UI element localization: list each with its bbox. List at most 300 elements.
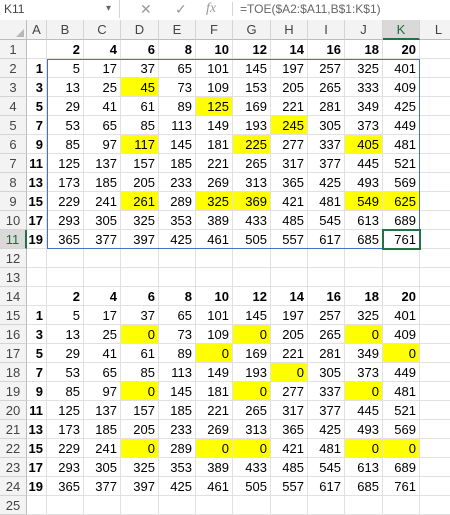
cell-f8[interactable]: 269 [196, 173, 233, 192]
cell-k23[interactable]: 689 [383, 458, 420, 477]
cell-j20[interactable]: 445 [345, 401, 383, 420]
cell-h7[interactable]: 317 [271, 154, 308, 173]
cell-e14[interactable]: 8 [159, 287, 196, 306]
cell-d21[interactable]: 205 [121, 420, 159, 439]
cell-d25[interactable] [121, 496, 159, 515]
name-box[interactable] [0, 0, 120, 18]
cell-c2[interactable]: 17 [84, 59, 121, 78]
cell-k5[interactable]: 449 [383, 116, 420, 135]
cell-f11[interactable]: 461 [196, 230, 233, 249]
cell-i12[interactable] [308, 249, 345, 268]
cell-d10[interactable]: 325 [121, 211, 159, 230]
cell-f18[interactable]: 149 [196, 363, 233, 382]
cell-a18[interactable]: 7 [27, 363, 47, 382]
cell-k20[interactable]: 521 [383, 401, 420, 420]
row-header-23[interactable]: 23 [0, 458, 27, 477]
cell-l22[interactable] [420, 439, 450, 458]
cell-b25[interactable] [47, 496, 84, 515]
cell-g23[interactable]: 433 [233, 458, 271, 477]
cell-e2[interactable]: 65 [159, 59, 196, 78]
cell-f10[interactable]: 389 [196, 211, 233, 230]
cell-h24[interactable]: 557 [271, 477, 308, 496]
row-header-9[interactable]: 9 [0, 192, 27, 211]
cell-b2[interactable]: 5 [47, 59, 84, 78]
cell-e24[interactable]: 425 [159, 477, 196, 496]
cell-i16[interactable]: 265 [308, 325, 345, 344]
cancel-icon[interactable]: ✕ [140, 1, 152, 17]
cell-j6[interactable]: 405 [345, 135, 383, 154]
column-header-l[interactable]: L [420, 20, 450, 40]
cell-d20[interactable]: 157 [121, 401, 159, 420]
cell-h4[interactable]: 221 [271, 97, 308, 116]
cell-b19[interactable]: 85 [47, 382, 84, 401]
cell-k24[interactable]: 761 [383, 477, 420, 496]
cell-a8[interactable]: 13 [27, 173, 47, 192]
cell-l20[interactable] [420, 401, 450, 420]
cell-h17[interactable]: 221 [271, 344, 308, 363]
cell-i10[interactable]: 545 [308, 211, 345, 230]
cell-e4[interactable]: 89 [159, 97, 196, 116]
column-header-e[interactable]: E [159, 20, 196, 40]
cell-f6[interactable]: 181 [196, 135, 233, 154]
column-header-k[interactable]: K [383, 20, 420, 40]
cell-f21[interactable]: 269 [196, 420, 233, 439]
cell-f16[interactable]: 109 [196, 325, 233, 344]
cell-e23[interactable]: 353 [159, 458, 196, 477]
cell-h15[interactable]: 197 [271, 306, 308, 325]
cell-k4[interactable]: 425 [383, 97, 420, 116]
cell-d16[interactable]: 0 [121, 325, 159, 344]
cell-f7[interactable]: 221 [196, 154, 233, 173]
cell-h3[interactable]: 205 [271, 78, 308, 97]
cell-g3[interactable]: 153 [233, 78, 271, 97]
cell-i21[interactable]: 425 [308, 420, 345, 439]
cell-d18[interactable]: 85 [121, 363, 159, 382]
cell-h14[interactable]: 14 [271, 287, 308, 306]
cell-h12[interactable] [271, 249, 308, 268]
cell-j25[interactable] [345, 496, 383, 515]
cell-f22[interactable]: 0 [196, 439, 233, 458]
cell-b10[interactable]: 293 [47, 211, 84, 230]
cell-b8[interactable]: 173 [47, 173, 84, 192]
cell-l10[interactable] [420, 211, 450, 230]
cell-k14[interactable]: 20 [383, 287, 420, 306]
cell-h1[interactable]: 14 [271, 40, 308, 59]
cell-l14[interactable] [420, 287, 450, 306]
cell-j16[interactable]: 0 [345, 325, 383, 344]
cell-b18[interactable]: 53 [47, 363, 84, 382]
cell-j15[interactable]: 325 [345, 306, 383, 325]
cell-g22[interactable]: 0 [233, 439, 271, 458]
row-header-3[interactable]: 3 [0, 78, 27, 97]
cell-f24[interactable]: 461 [196, 477, 233, 496]
enter-icon[interactable]: ✓ [175, 1, 187, 17]
cell-b7[interactable]: 125 [47, 154, 84, 173]
cell-d15[interactable]: 37 [121, 306, 159, 325]
cell-j19[interactable]: 0 [345, 382, 383, 401]
cell-k15[interactable]: 401 [383, 306, 420, 325]
cell-c13[interactable] [84, 268, 121, 287]
cell-h18[interactable]: 0 [271, 363, 308, 382]
cell-i1[interactable]: 16 [308, 40, 345, 59]
cell-k8[interactable]: 569 [383, 173, 420, 192]
cell-g12[interactable] [233, 249, 271, 268]
cell-c21[interactable]: 185 [84, 420, 121, 439]
cell-i23[interactable]: 545 [308, 458, 345, 477]
cell-l8[interactable] [420, 173, 450, 192]
cell-l1[interactable] [420, 40, 450, 59]
cell-l5[interactable] [420, 116, 450, 135]
cell-b23[interactable]: 293 [47, 458, 84, 477]
column-header-j[interactable]: J [345, 20, 383, 40]
cell-f2[interactable]: 101 [196, 59, 233, 78]
row-header-22[interactable]: 22 [0, 439, 27, 458]
cell-a6[interactable]: 9 [27, 135, 47, 154]
cell-d14[interactable]: 6 [121, 287, 159, 306]
cell-j7[interactable]: 445 [345, 154, 383, 173]
cell-i22[interactable]: 481 [308, 439, 345, 458]
cell-e22[interactable]: 289 [159, 439, 196, 458]
cell-f13[interactable] [196, 268, 233, 287]
cell-a9[interactable]: 15 [27, 192, 47, 211]
cell-j13[interactable] [345, 268, 383, 287]
cell-j21[interactable]: 493 [345, 420, 383, 439]
cell-e20[interactable]: 185 [159, 401, 196, 420]
cell-h19[interactable]: 277 [271, 382, 308, 401]
cell-d1[interactable]: 6 [121, 40, 159, 59]
column-header-d[interactable]: D [121, 20, 159, 40]
cell-a10[interactable]: 17 [27, 211, 47, 230]
row-header-15[interactable]: 15 [0, 306, 27, 325]
cell-f17[interactable]: 0 [196, 344, 233, 363]
cell-f1[interactable]: 10 [196, 40, 233, 59]
cell-i4[interactable]: 281 [308, 97, 345, 116]
cell-g15[interactable]: 145 [233, 306, 271, 325]
cell-b4[interactable]: 29 [47, 97, 84, 116]
cell-j9[interactable]: 549 [345, 192, 383, 211]
cell-k12[interactable] [383, 249, 420, 268]
cell-c23[interactable]: 305 [84, 458, 121, 477]
cell-e19[interactable]: 145 [159, 382, 196, 401]
cell-g18[interactable]: 193 [233, 363, 271, 382]
cell-i13[interactable] [308, 268, 345, 287]
row-header-1[interactable]: 1 [0, 40, 27, 59]
row-header-24[interactable]: 24 [0, 477, 27, 496]
cell-e9[interactable]: 289 [159, 192, 196, 211]
cell-g2[interactable]: 145 [233, 59, 271, 78]
cell-b21[interactable]: 173 [47, 420, 84, 439]
row-header-18[interactable]: 18 [0, 363, 27, 382]
row-header-17[interactable]: 17 [0, 344, 27, 363]
cell-k1[interactable]: 20 [383, 40, 420, 59]
cell-k2[interactable]: 401 [383, 59, 420, 78]
cell-c22[interactable]: 241 [84, 439, 121, 458]
cell-g9[interactable]: 369 [233, 192, 271, 211]
cell-i17[interactable]: 281 [308, 344, 345, 363]
row-header-12[interactable]: 12 [0, 249, 27, 268]
cell-c1[interactable]: 4 [84, 40, 121, 59]
cell-k13[interactable] [383, 268, 420, 287]
cell-j24[interactable]: 685 [345, 477, 383, 496]
cell-e25[interactable] [159, 496, 196, 515]
cell-k19[interactable]: 481 [383, 382, 420, 401]
cell-c17[interactable]: 41 [84, 344, 121, 363]
cell-a16[interactable]: 3 [27, 325, 47, 344]
cell-f3[interactable]: 109 [196, 78, 233, 97]
cell-d9[interactable]: 261 [121, 192, 159, 211]
cell-j1[interactable]: 18 [345, 40, 383, 59]
cell-c12[interactable] [84, 249, 121, 268]
cell-e8[interactable]: 233 [159, 173, 196, 192]
cell-l13[interactable] [420, 268, 450, 287]
cell-b15[interactable]: 5 [47, 306, 84, 325]
cell-c20[interactable]: 137 [84, 401, 121, 420]
cell-b24[interactable]: 365 [47, 477, 84, 496]
cell-d24[interactable]: 397 [121, 477, 159, 496]
cell-a5[interactable]: 7 [27, 116, 47, 135]
cell-j12[interactable] [345, 249, 383, 268]
cell-l4[interactable] [420, 97, 450, 116]
cell-d7[interactable]: 157 [121, 154, 159, 173]
cell-g10[interactable]: 433 [233, 211, 271, 230]
row-header-8[interactable]: 8 [0, 173, 27, 192]
cell-e1[interactable]: 8 [159, 40, 196, 59]
cell-h9[interactable]: 421 [271, 192, 308, 211]
cell-i15[interactable]: 257 [308, 306, 345, 325]
column-header-f[interactable]: F [196, 20, 233, 40]
cell-e16[interactable]: 73 [159, 325, 196, 344]
cell-k25[interactable] [383, 496, 420, 515]
cell-j14[interactable]: 18 [345, 287, 383, 306]
cell-j17[interactable]: 349 [345, 344, 383, 363]
cell-l24[interactable] [420, 477, 450, 496]
row-header-13[interactable]: 13 [0, 268, 27, 287]
cell-c8[interactable]: 185 [84, 173, 121, 192]
cell-c6[interactable]: 97 [84, 135, 121, 154]
cell-j8[interactable]: 493 [345, 173, 383, 192]
cell-a7[interactable]: 11 [27, 154, 47, 173]
cell-h23[interactable]: 485 [271, 458, 308, 477]
cell-f19[interactable]: 181 [196, 382, 233, 401]
column-header-b[interactable]: B [47, 20, 84, 40]
cell-a12[interactable] [27, 249, 47, 268]
cell-k10[interactable]: 689 [383, 211, 420, 230]
column-header-c[interactable]: C [84, 20, 121, 40]
cell-j18[interactable]: 373 [345, 363, 383, 382]
cell-c9[interactable]: 241 [84, 192, 121, 211]
cell-d17[interactable]: 61 [121, 344, 159, 363]
cell-g17[interactable]: 169 [233, 344, 271, 363]
cell-f23[interactable]: 389 [196, 458, 233, 477]
cell-j4[interactable]: 349 [345, 97, 383, 116]
cell-a23[interactable]: 17 [27, 458, 47, 477]
cell-k17[interactable]: 0 [383, 344, 420, 363]
cell-i7[interactable]: 377 [308, 154, 345, 173]
cell-l11[interactable] [420, 230, 450, 249]
cell-k6[interactable]: 481 [383, 135, 420, 154]
cell-g19[interactable]: 0 [233, 382, 271, 401]
cell-a14[interactable] [27, 287, 47, 306]
name-box-dropdown-icon[interactable]: ▾ [105, 3, 111, 14]
cell-l16[interactable] [420, 325, 450, 344]
cell-e6[interactable]: 145 [159, 135, 196, 154]
cell-b9[interactable]: 229 [47, 192, 84, 211]
cell-j5[interactable]: 373 [345, 116, 383, 135]
cell-b17[interactable]: 29 [47, 344, 84, 363]
cell-j22[interactable]: 0 [345, 439, 383, 458]
cell-l21[interactable] [420, 420, 450, 439]
cell-f15[interactable]: 101 [196, 306, 233, 325]
cell-e13[interactable] [159, 268, 196, 287]
cell-i2[interactable]: 257 [308, 59, 345, 78]
cell-i19[interactable]: 337 [308, 382, 345, 401]
cell-e21[interactable]: 233 [159, 420, 196, 439]
cell-a4[interactable]: 5 [27, 97, 47, 116]
cell-g7[interactable]: 265 [233, 154, 271, 173]
cell-d22[interactable]: 0 [121, 439, 159, 458]
cell-c25[interactable] [84, 496, 121, 515]
cell-e10[interactable]: 353 [159, 211, 196, 230]
cell-a21[interactable]: 13 [27, 420, 47, 439]
row-header-20[interactable]: 20 [0, 401, 27, 420]
cell-g16[interactable]: 0 [233, 325, 271, 344]
cell-c19[interactable]: 97 [84, 382, 121, 401]
cell-g13[interactable] [233, 268, 271, 287]
row-header-11[interactable]: 11 [0, 230, 27, 249]
cell-g6[interactable]: 225 [233, 135, 271, 154]
cell-a3[interactable]: 3 [27, 78, 47, 97]
row-header-10[interactable]: 10 [0, 211, 27, 230]
cell-d13[interactable] [121, 268, 159, 287]
cell-a13[interactable] [27, 268, 47, 287]
cell-g25[interactable] [233, 496, 271, 515]
cell-h13[interactable] [271, 268, 308, 287]
cell-b3[interactable]: 13 [47, 78, 84, 97]
cell-h2[interactable]: 197 [271, 59, 308, 78]
cell-l25[interactable] [420, 496, 450, 515]
row-header-14[interactable]: 14 [0, 287, 27, 306]
cell-e18[interactable]: 113 [159, 363, 196, 382]
cell-l15[interactable] [420, 306, 450, 325]
column-header-g[interactable]: G [233, 20, 271, 40]
cell-g24[interactable]: 505 [233, 477, 271, 496]
cell-d12[interactable] [121, 249, 159, 268]
cell-a24[interactable]: 19 [27, 477, 47, 496]
cell-c18[interactable]: 65 [84, 363, 121, 382]
cell-l7[interactable] [420, 154, 450, 173]
row-header-5[interactable]: 5 [0, 116, 27, 135]
cell-d8[interactable]: 205 [121, 173, 159, 192]
cell-h10[interactable]: 485 [271, 211, 308, 230]
cell-h25[interactable] [271, 496, 308, 515]
cell-l3[interactable] [420, 78, 450, 97]
cell-l23[interactable] [420, 458, 450, 477]
cell-h20[interactable]: 317 [271, 401, 308, 420]
cell-f4[interactable]: 125 [196, 97, 233, 116]
cell-d19[interactable]: 0 [121, 382, 159, 401]
cell-i5[interactable]: 305 [308, 116, 345, 135]
cell-b12[interactable] [47, 249, 84, 268]
cell-j2[interactable]: 325 [345, 59, 383, 78]
cell-d4[interactable]: 61 [121, 97, 159, 116]
cell-k21[interactable]: 569 [383, 420, 420, 439]
column-header-a[interactable]: A [27, 20, 47, 40]
row-header-2[interactable]: 2 [0, 59, 27, 78]
cell-f12[interactable] [196, 249, 233, 268]
column-header-h[interactable]: H [271, 20, 308, 40]
insert-function-icon[interactable]: fx [206, 1, 217, 16]
cell-g1[interactable]: 12 [233, 40, 271, 59]
select-all-corner[interactable] [0, 20, 27, 40]
cell-c11[interactable]: 377 [84, 230, 121, 249]
cell-d2[interactable]: 37 [121, 59, 159, 78]
cell-j23[interactable]: 613 [345, 458, 383, 477]
cell-h11[interactable]: 557 [271, 230, 308, 249]
cell-i9[interactable]: 481 [308, 192, 345, 211]
cell-g8[interactable]: 313 [233, 173, 271, 192]
cell-b11[interactable]: 365 [47, 230, 84, 249]
cell-a11[interactable]: 19 [27, 230, 47, 249]
row-header-16[interactable]: 16 [0, 325, 27, 344]
row-header-21[interactable]: 21 [0, 420, 27, 439]
cell-c16[interactable]: 25 [84, 325, 121, 344]
cell-a2[interactable]: 1 [27, 59, 47, 78]
row-header-7[interactable]: 7 [0, 154, 27, 173]
cell-b16[interactable]: 13 [47, 325, 84, 344]
cell-d6[interactable]: 117 [121, 135, 159, 154]
cell-l2[interactable] [420, 59, 450, 78]
cell-g11[interactable]: 505 [233, 230, 271, 249]
cell-j10[interactable]: 613 [345, 211, 383, 230]
cell-i8[interactable]: 425 [308, 173, 345, 192]
cell-i6[interactable]: 337 [308, 135, 345, 154]
cell-k11[interactable]: 761 [383, 230, 420, 249]
cell-i14[interactable]: 16 [308, 287, 345, 306]
cell-e11[interactable]: 425 [159, 230, 196, 249]
row-header-25[interactable]: 25 [0, 496, 27, 515]
cell-h8[interactable]: 365 [271, 173, 308, 192]
row-header-6[interactable]: 6 [0, 135, 27, 154]
cell-h21[interactable]: 365 [271, 420, 308, 439]
cell-b22[interactable]: 229 [47, 439, 84, 458]
cell-b13[interactable] [47, 268, 84, 287]
cell-f20[interactable]: 221 [196, 401, 233, 420]
cell-h5[interactable]: 245 [271, 116, 308, 135]
cell-k18[interactable]: 449 [383, 363, 420, 382]
cell-d3[interactable]: 45 [121, 78, 159, 97]
cell-i20[interactable]: 377 [308, 401, 345, 420]
cell-k16[interactable]: 409 [383, 325, 420, 344]
cell-c10[interactable]: 305 [84, 211, 121, 230]
cell-f5[interactable]: 149 [196, 116, 233, 135]
cell-c24[interactable]: 377 [84, 477, 121, 496]
cell-c5[interactable]: 65 [84, 116, 121, 135]
cell-l12[interactable] [420, 249, 450, 268]
cell-g21[interactable]: 313 [233, 420, 271, 439]
cell-g14[interactable]: 12 [233, 287, 271, 306]
cell-a19[interactable]: 9 [27, 382, 47, 401]
cell-b14[interactable]: 2 [47, 287, 84, 306]
cell-f9[interactable]: 325 [196, 192, 233, 211]
cell-l17[interactable] [420, 344, 450, 363]
cell-c15[interactable]: 17 [84, 306, 121, 325]
cell-k7[interactable]: 521 [383, 154, 420, 173]
cell-i24[interactable]: 617 [308, 477, 345, 496]
cell-k22[interactable]: 0 [383, 439, 420, 458]
cell-e17[interactable]: 89 [159, 344, 196, 363]
cell-j11[interactable]: 685 [345, 230, 383, 249]
cell-g4[interactable]: 169 [233, 97, 271, 116]
